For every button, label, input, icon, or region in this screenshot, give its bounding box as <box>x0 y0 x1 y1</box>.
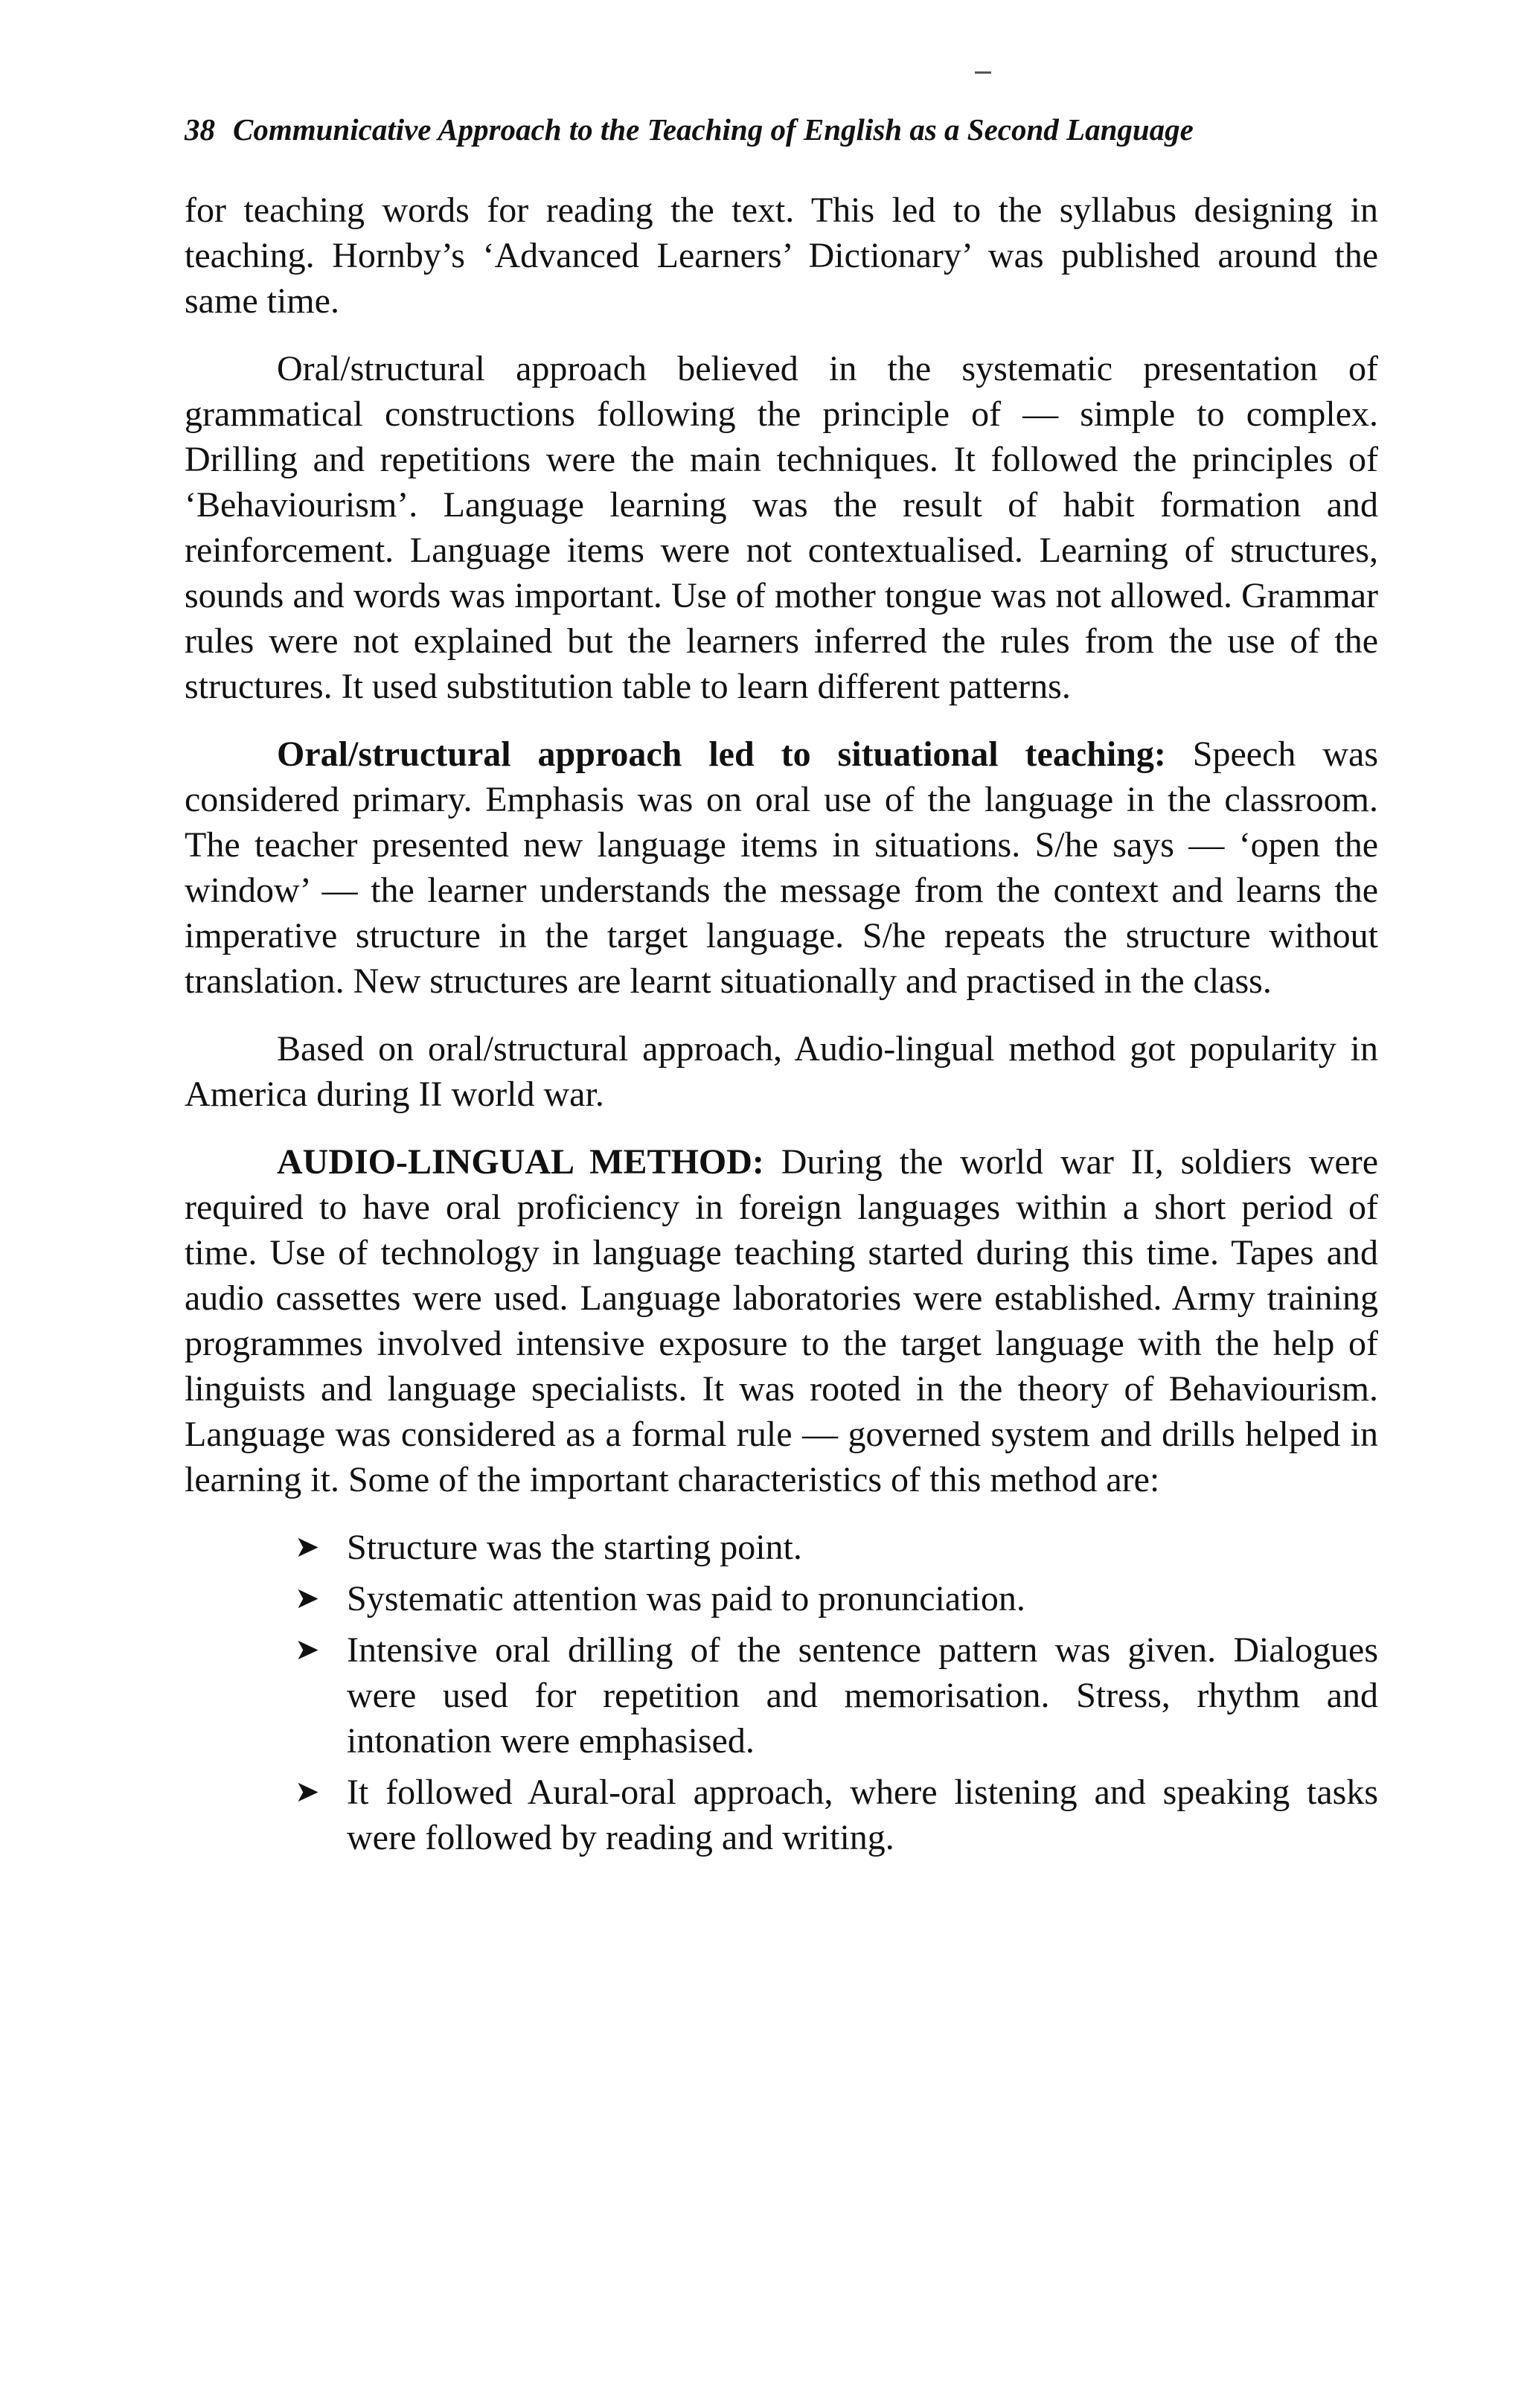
list-item <box>185 1525 1378 1570</box>
audio-lingual-body: During the world war II, soldiers were required to have oral proficiency in foreign languages within a short period of time. Use of technology in language teaching started during this time. Tapes and audio cassettes were used. Language laboratories were established. Army training programmes involved intensive exposure to the target language with the help of linguists and language specialists. It was rooted in the theory of Behaviourism. Language was considered as a formal rule — governed system and drills helped in learning it. Some of the important characteristics of this method are: <box>185 1142 1379 1499</box>
list-item-text: Systematic attention was paid to pronunciation. <box>347 1579 1025 1618</box>
inline-heading-audio-lingual: AUDIO-LINGUAL METHOD: <box>277 1142 764 1182</box>
list-item <box>185 1627 1378 1764</box>
list-item <box>185 1576 1378 1621</box>
running-header <box>185 110 1378 149</box>
paragraph-continuation: for teaching words for reading the text. This led to the syllabus designing in teaching. Hornby’s ‘Advanced Learners’ Dictionary’ was published around the same time. <box>185 190 1378 321</box>
list-item-text: Structure was the starting point. <box>347 1528 802 1567</box>
book-page <box>185 110 1378 1866</box>
arrow-bullet-icon: ➤ <box>295 1581 320 1616</box>
list-item-text: Intensive oral drilling of the sentence pattern was given. Dialogues were used for repetition and memorisation. Stress, rhythm and intonation were emphasised. <box>347 1630 1378 1761</box>
list-item-text: It followed Aural-oral approach, where listening and speaking tasks were followed by reading and writing. <box>347 1773 1378 1857</box>
scan-mark <box>975 71 991 74</box>
inline-heading-situational: Oral/structural approach led to situational teaching: <box>277 734 1166 774</box>
paragraph-situational-teaching <box>185 731 1378 1004</box>
page-number: 38 <box>185 112 215 147</box>
arrow-bullet-icon: ➤ <box>295 1633 320 1667</box>
paragraph-audio-lingual-method <box>185 1139 1378 1502</box>
paragraph-oral-structural: Oral/structural approach believed in the systematic presentation of grammatical constructions following the principle of — simple to complex. Drilling and repetitions were the main techniques. It followed the principles of ‘Behaviourism’. Language learning was the result of habit formation and reinforcement. Language items were not contextualised. Learning of structures, sounds and words was important. Use of mother tongue was not allowed. Grammar rules were not explained but the learners inferred the rules from the use of the structures. It used substitution table to learn different patterns. <box>185 349 1378 706</box>
arrow-bullet-icon: ➤ <box>295 1530 320 1564</box>
situational-body: Speech was considered primary. Emphasis was on oral use of the language in the classroom. The teacher presented new language items in situations. S/he says — ‘open the window’ — the learner understands the message from the context and learns the imperative structure in the target language. S/he repeats the structure without translation. New structures are learnt situationally and practised in the class. <box>185 734 1379 1001</box>
list-item <box>185 1770 1378 1860</box>
running-title: Communicative Approach to the Teaching of English as a Second Language <box>233 112 1194 147</box>
characteristics-list <box>185 1525 1378 1860</box>
paragraph-audio-lingual-intro: Based on oral/structural approach, Audio-lingual method got popularity in America during II world war. <box>185 1029 1378 1114</box>
arrow-bullet-icon: ➤ <box>295 1775 320 1809</box>
